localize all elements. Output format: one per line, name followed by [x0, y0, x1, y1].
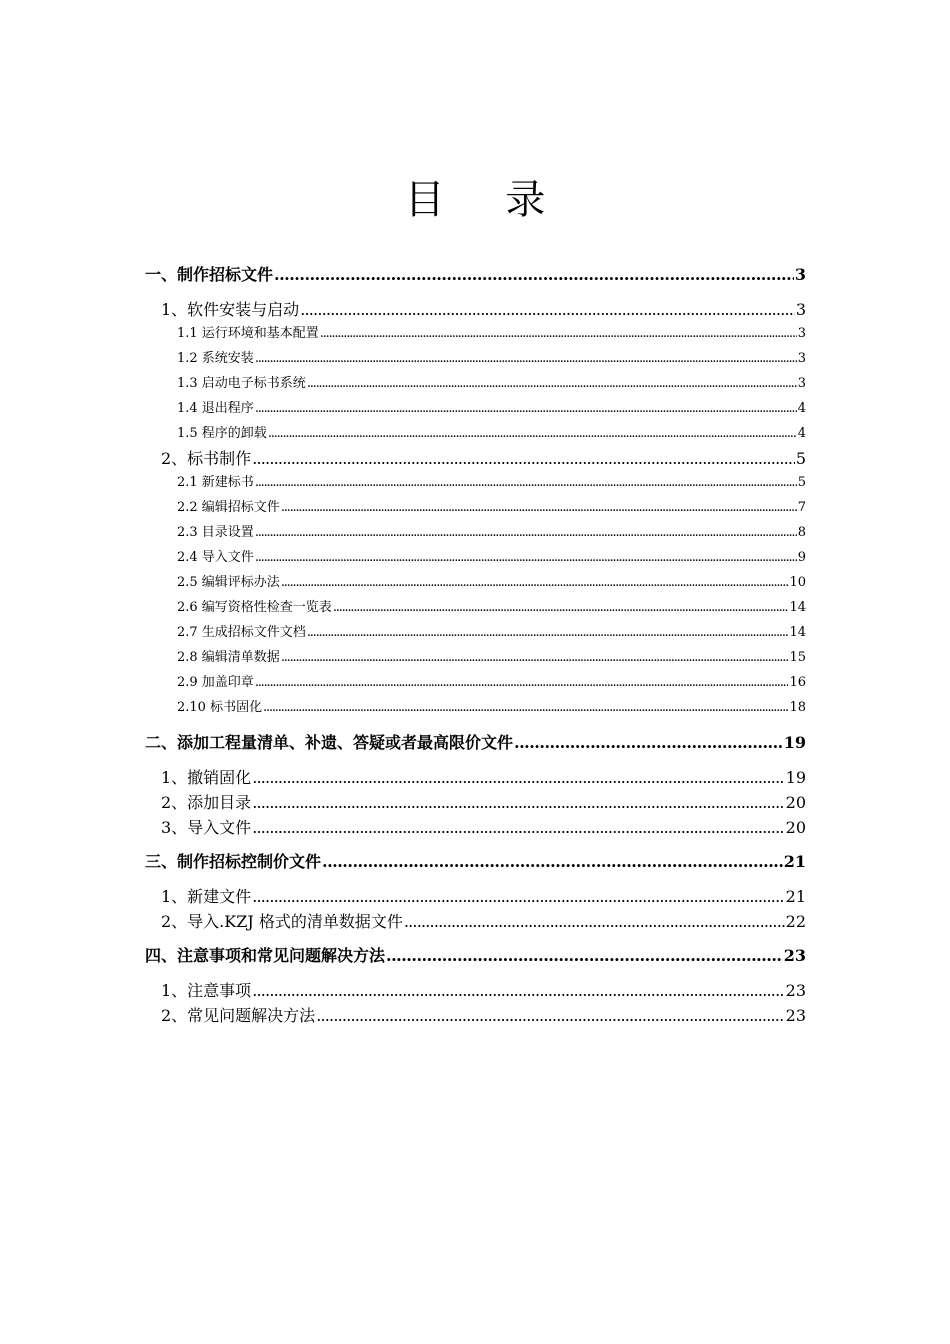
toc-entry-level-2[interactable]: [145, 815, 806, 838]
toc-entry-label: 2.8 编辑清单数据: [177, 650, 280, 665]
toc-page-number: 15: [789, 650, 806, 665]
toc-page-number: 20: [785, 818, 806, 837]
toc-entry-label: 2.3 目录设置: [177, 525, 254, 540]
toc-page-number: 21: [783, 852, 806, 871]
toc-entry-label: 二、添加工程量清单、补遗、答疑或者最高限价文件: [145, 733, 514, 752]
toc-entry-level-3[interactable]: [145, 546, 806, 565]
toc-entry-label: 2.10 标书固化: [177, 700, 263, 715]
toc-leader-dots: [255, 475, 797, 490]
toc-leader-dots: [252, 818, 784, 837]
toc-leader-dots: [281, 500, 797, 515]
toc-leader-dots: [404, 912, 785, 931]
toc-page-number: 7: [797, 500, 806, 515]
toc-leader-dots: [255, 550, 797, 565]
toc-entry-label: 三、制作招标控制价文件: [145, 852, 322, 871]
toc-entry-level-3[interactable]: [145, 596, 806, 615]
toc-leader-dots: [514, 733, 783, 752]
toc-page-number: 22: [785, 912, 806, 931]
toc-entry-level-3[interactable]: [145, 496, 806, 515]
toc-entry-label: 2.5 编辑评标办法: [177, 575, 280, 590]
toc-leader-dots: [316, 1006, 784, 1025]
toc-page-number: 23: [785, 1006, 806, 1025]
toc-page-number: 3: [797, 351, 806, 366]
toc-page-number: 9: [797, 550, 806, 565]
toc-leader-dots: [320, 326, 797, 341]
toc-page-number: 8: [797, 525, 806, 540]
toc-entry-level-3[interactable]: [145, 671, 806, 690]
toc-leader-dots: [268, 426, 797, 441]
toc-entry-level-3[interactable]: [145, 646, 806, 665]
toc-leader-dots: [252, 768, 784, 787]
toc-entry-level-3[interactable]: [145, 422, 806, 441]
toc-page-number: 21: [785, 887, 806, 906]
toc-page-number: 3: [795, 300, 806, 319]
toc-page-number: 18: [789, 700, 806, 715]
toc-entry-level-2[interactable]: [145, 765, 806, 788]
toc-page-number: 3: [797, 326, 806, 341]
toc-page-number: 23: [785, 981, 806, 1000]
toc-entry-label: 1.2 系统安装: [177, 351, 254, 366]
toc-leader-dots: [300, 300, 795, 319]
toc-entry-level-2[interactable]: [145, 1003, 806, 1026]
toc-entry-label: 1.4 退出程序: [177, 401, 254, 416]
page-title: 目 录: [404, 177, 570, 223]
toc-entry-label: 2.2 编辑招标文件: [177, 500, 280, 515]
toc-leader-dots: [255, 401, 797, 416]
toc-entry-label: 2、添加目录: [161, 793, 252, 812]
toc-page-number: 19: [783, 733, 806, 752]
toc-entry-level-2[interactable]: [145, 909, 806, 932]
toc-entry-label: 四、注意事项和常见问题解决方法: [145, 946, 386, 965]
toc-leader-dots: [307, 376, 797, 391]
toc-page-number: 3: [797, 376, 806, 391]
toc-entry-label: 2.7 生成招标文件文档: [177, 625, 306, 640]
toc-leader-dots: [274, 265, 794, 284]
toc-entry-label: 1.1 运行环境和基本配置: [177, 326, 319, 341]
toc-entry-label: 1、注意事项: [161, 981, 252, 1000]
toc-entry-label: 3、导入文件: [161, 818, 252, 837]
toc-page-number: 19: [785, 768, 806, 787]
toc-leader-dots: [255, 351, 797, 366]
toc-entry-level-2[interactable]: [145, 446, 806, 469]
toc-entry-level-1[interactable]: [145, 943, 806, 966]
toc-leader-dots: [255, 675, 789, 690]
toc-leader-dots: [281, 650, 789, 665]
toc-entry-level-3[interactable]: [145, 372, 806, 391]
toc-leader-dots: [307, 625, 789, 640]
toc-leader-dots: [263, 700, 788, 715]
toc-entry-label: 一、制作招标文件: [145, 265, 274, 284]
toc-page-number: 14: [789, 600, 806, 615]
toc-entry-label: 2.9 加盖印章: [177, 675, 254, 690]
toc-page-number: 5: [795, 449, 806, 468]
toc-entry-level-3[interactable]: [145, 521, 806, 540]
toc-entry-label: 2、常见问题解决方法: [161, 1006, 316, 1025]
toc-page-number: 3: [794, 265, 806, 284]
toc-entry-level-3[interactable]: [145, 471, 806, 490]
toc-entry-label: 1.5 程序的卸载: [177, 426, 267, 441]
toc-page-number: 14: [789, 625, 806, 640]
toc-entry-level-1[interactable]: [145, 262, 806, 285]
toc-leader-dots: [281, 575, 789, 590]
toc-entry-label: 2.6 编写资格性检查一览表: [177, 600, 332, 615]
toc-page-number: 20: [785, 793, 806, 812]
toc-entry-level-3[interactable]: [145, 397, 806, 416]
toc-entry-level-3[interactable]: [145, 322, 806, 341]
toc-entry-label: 2.4 导入文件: [177, 550, 254, 565]
toc-entry-level-1[interactable]: [145, 730, 806, 753]
toc-page-number: 4: [797, 401, 806, 416]
toc-leader-dots: [322, 852, 783, 871]
toc-entry-label: 1、软件安装与启动: [161, 300, 300, 319]
toc-entry-level-1[interactable]: [145, 849, 806, 872]
toc-entry-label: 1、新建文件: [161, 887, 252, 906]
toc-entry-label: 2、标书制作: [161, 449, 252, 468]
toc-leader-dots: [333, 600, 789, 615]
toc-entry-level-3[interactable]: [145, 571, 806, 590]
toc-entry-label: 1.3 启动电子标书系统: [177, 376, 306, 391]
toc-leader-dots: [252, 793, 784, 812]
toc-leader-dots: [252, 449, 795, 468]
toc-page-number: 23: [783, 946, 806, 965]
toc-leader-dots: [255, 525, 797, 540]
toc-leader-dots: [252, 981, 784, 1000]
toc-page-number: 16: [789, 675, 806, 690]
toc-entry-level-3[interactable]: [145, 621, 806, 640]
toc-page-number: 10: [789, 575, 806, 590]
toc-page-number: 4: [797, 426, 806, 441]
toc-leader-dots: [252, 887, 784, 906]
toc-leader-dots: [386, 946, 783, 965]
toc-page-number: 5: [797, 475, 806, 490]
toc-entry-level-3[interactable]: [145, 696, 806, 715]
toc-entry-label: 2.1 新建标书: [177, 475, 254, 490]
toc-entry-label: 2、导入.KZJ 格式的清单数据文件: [161, 912, 403, 931]
toc-entry-level-2[interactable]: [145, 978, 806, 1001]
toc-entry-label: 1、撤销固化: [161, 768, 252, 787]
toc-entry-level-2[interactable]: [145, 884, 806, 907]
toc-entry-level-3[interactable]: [145, 347, 806, 366]
toc-entry-level-2[interactable]: [145, 297, 806, 320]
toc-entry-level-2[interactable]: [145, 790, 806, 813]
